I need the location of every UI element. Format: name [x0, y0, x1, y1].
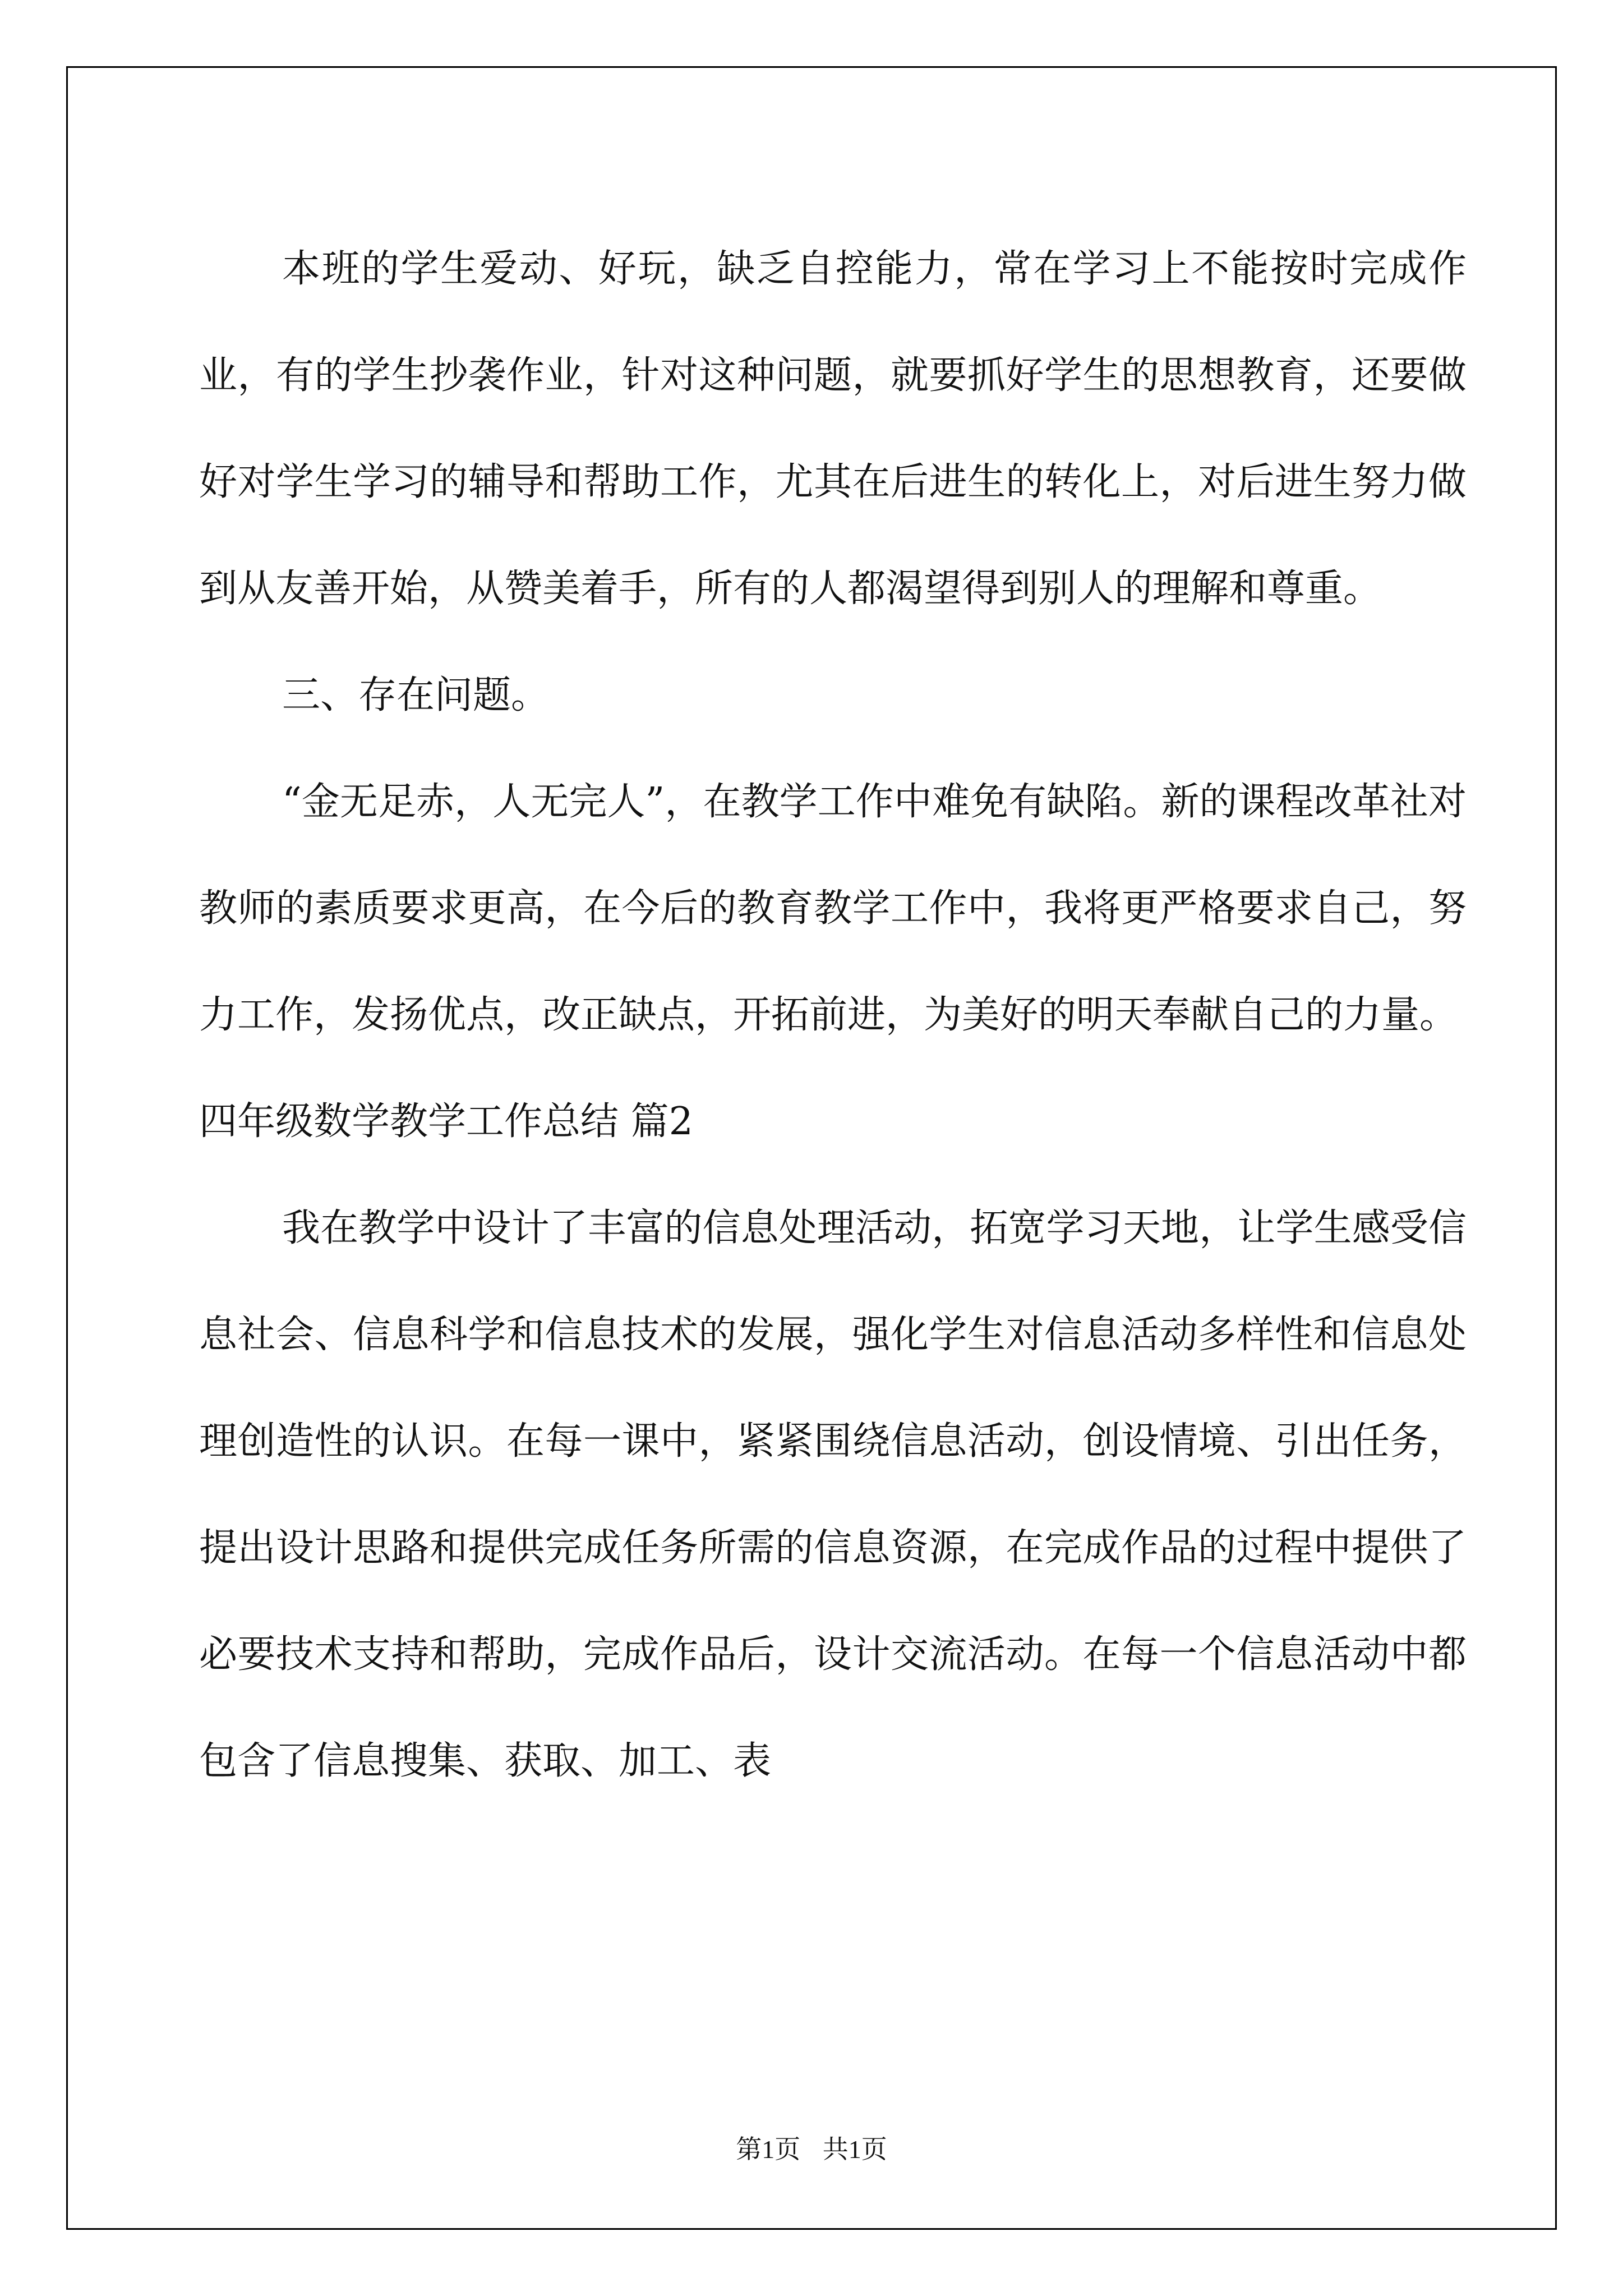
paragraph-students: 本班的学生爱动、好玩，缺乏自控能力，常在学习上不能按时完成作业，有的学生抄袭作业，针对这种问题，就要抓好学生的思想教育，还要做好对学生学习的辅导和帮助工作，尤其在后进生的转化上，对后进生努力做到从友善开始，从赞美着手，所有的人都渴望得到别人的理解和尊重。 — [199, 247, 1467, 611]
paragraph-information-activities: 我在教学中设计了丰富的信息处理活动，拓宽学习天地，让学生感受信息社会、信息科学和信息技术的发展，强化学生对信息活动多样性和信息处理创造性的认识。在每一课中，紧紧围绕信息活动，创设情境、引出任务，提出设计思路和提供完成任务所需的信息资源，在完成作品的过程中提供了必要技术支持和帮助，完成作品后，设计交流活动。在每一个信息活动中都包含了信息搜集、获取、加工、表 — [199, 1206, 1467, 1783]
paragraph-issues-heading: 三、存在问题。 — [282, 673, 550, 717]
section-title: 四年级数学教学工作总结 篇2 — [199, 1099, 693, 1144]
page-total: 共1页 — [822, 2135, 887, 2164]
paragraph-issues: “金无足赤，人无完人”，在教学工作中难免有缺陷。新的课程改革社对教师的素质要求更高，在今后的教育教学工作中，我将更严格要求自己，努力工作，发扬优点，改正缺点，开拓前进，为美好的明天奉献自己的力量。 — [199, 780, 1467, 1037]
document-body — [199, 216, 1467, 1815]
page-number: 第1页 — [736, 2135, 801, 2164]
page-footer — [0, 2129, 1623, 2166]
